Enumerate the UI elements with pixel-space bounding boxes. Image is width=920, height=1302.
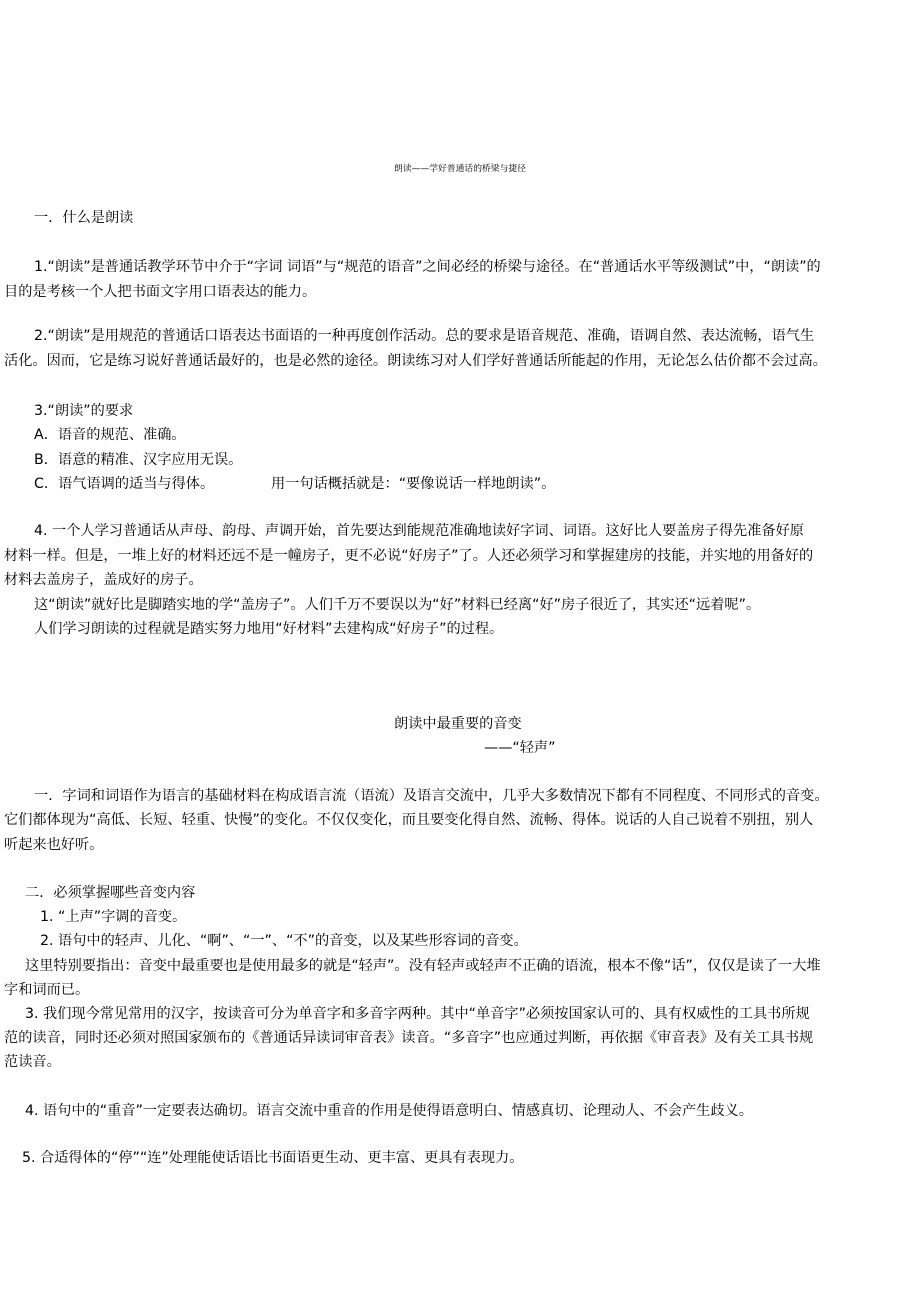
requirement-a: A．语音的规范、准确。 [34, 427, 186, 443]
section-subtitle-neutral-tone: ——“轻声” [484, 740, 556, 756]
q2-note-line-2: 字和词而已。 [4, 982, 90, 998]
paragraph-1-line-1: 1.“朗读”是普通话教学环节中介于“字词 词语”与“规范的语音”之间必经的桥梁与途径。在“普通话水平等级测试”中，“朗读”的 [34, 259, 821, 275]
q2-note-line-1: 这里特别要指出：音变中最重要也是使用最多的就是“轻声”。没有轻声或轻声不正确的语流，根本不像“话”，仅仅是读了一大堆 [25, 958, 821, 974]
q2-item-1: 1. “上声”字调的音变。 [40, 909, 187, 925]
paragraph-4-line-2: 材料一样。但是，一堆上好的材料还远不是一幢房子，更不必说“好房子”了。人还必须学习和掌握建房的技能，并实地的用备好的 [4, 548, 814, 564]
q1-line-2: 它们都体现为“高低、长短、轻重、快慢”的变化。不仅仅变化，而且要变化得自然、流畅、得体。说话的人自己说着不别扭，别人 [4, 812, 814, 828]
section-title-tone-change: 朗读中最重要的音变 [394, 716, 522, 732]
paragraph-4-line-1: 4. 一个人学习普通话从声母、韵母、声调开始，首先要达到能规范准确地读好字词、词语。这好比人要盖房子得先准备好原 [34, 523, 804, 539]
paragraph-1-line-2: 目的是考核一个人把书面文字用口语表达的能力。 [4, 284, 317, 300]
q3-line-3: 范读音。 [4, 1054, 61, 1070]
requirement-summary: 用一句话概括就是：“要像说话一样地朗读”。 [271, 476, 556, 492]
page-title: 朗读——学好普通话的桥梁与捷径 [394, 164, 526, 174]
q5-line: 5. 合适得体的“停”“连”处理能使话语比书面语更生动、更丰富、更具有表现力。 [22, 1150, 524, 1166]
section-heading-what-is-reading: 一．什么是朗读 [34, 210, 134, 226]
paragraph-2-line-2: 活化。因而，它是练习说好普通话最好的，也是必然的途径。朗读练习对人们学好普通话所能起的作用，无论怎么估价都不会过高。 [4, 353, 827, 369]
paragraph-4-line-4: 这“朗读”就好比是脚踏实地的学“盖房子”。人们千万不要误以为“好”材料已经离“好”房子很近了，其实还“远着呢”。 [34, 597, 761, 613]
paragraph-4-line-5: 人们学习朗读的过程就是踏实努力地用“好材料”去建构成“好房子”的过程。 [34, 621, 504, 637]
requirement-b: B．语意的精准、汉字应用无误。 [34, 452, 243, 468]
q3-line-1: 3. 我们现今常见常用的汉字，按读音可分为单音字和多音字两种。其中“单音字”必须按国家认可的、具有权威性的工具书所规 [25, 1006, 810, 1022]
requirement-c: C．语气语调的适当与得体。 [34, 476, 215, 492]
q2-item-2: 2. 语句中的轻声、儿化、“啊”、“一”、“不”的音变，以及某些形容词的音变。 [40, 933, 528, 949]
paragraph-3-heading: 3.“朗读”的要求 [34, 403, 134, 419]
q3-line-2: 范的读音，同时还必须对照国家颁布的《普通话异读词审音表》读音。“多音字”也应通过判断，再依据《审音表》及有关工具书规 [4, 1030, 814, 1046]
q1-line-1: 一．字词和词语作为语言的基础材料在构成语言流（语流）及语言交流中，几乎大多数情况下都有不同程度、不同形式的音变。 [34, 788, 829, 804]
q1-line-3: 听起来也好听。 [4, 837, 104, 853]
q4-line: 4. 语句中的“重音”一定要表达确切。语言交流中重音的作用是使得语意明白、情感真切、论理动人、不会产生歧义。 [25, 1103, 753, 1119]
paragraph-4-line-3: 材料去盖房子，盖成好的房子。 [4, 572, 203, 588]
q2-heading: 二．必须掌握哪些音变内容 [25, 885, 196, 901]
paragraph-2-line-1: 2.“朗读”是用规范的普通话口语表达书面语的一种再度创作活动。总的要求是语音规范、准确，语调自然、表达流畅，语气生 [34, 328, 815, 344]
